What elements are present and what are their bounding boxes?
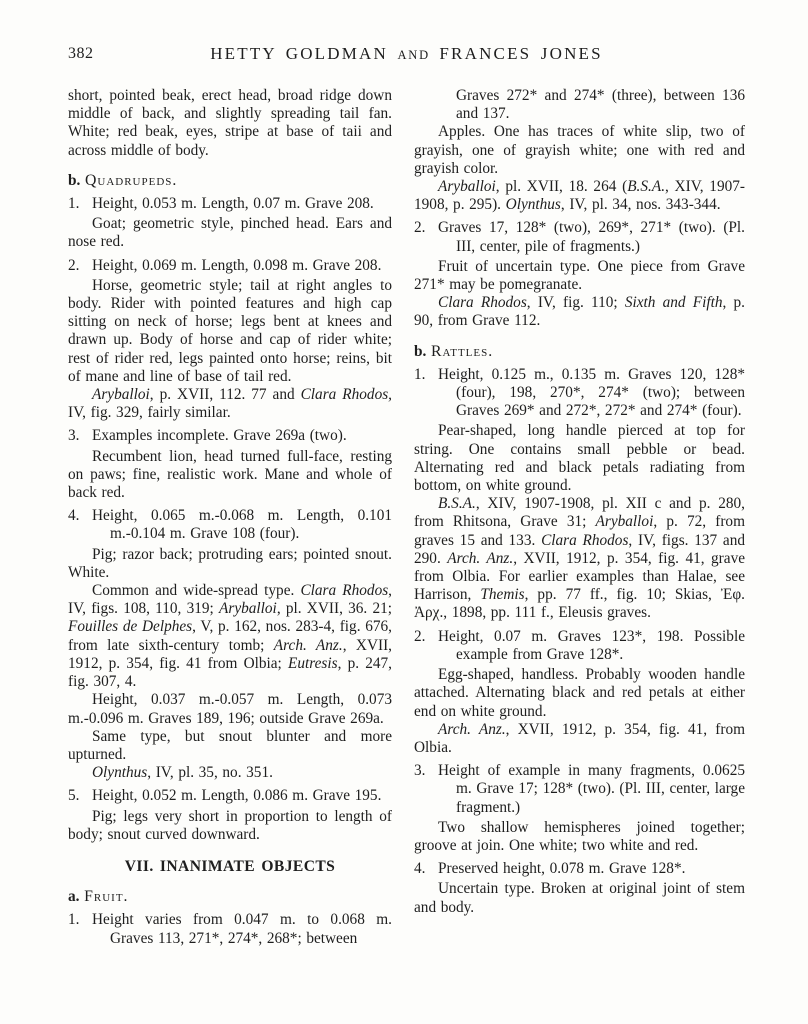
text-run: Pig; razor back; protruding ears; pointed snout. White. <box>68 545 392 581</box>
numbered-item <box>414 762 745 817</box>
subsection-letter: b. <box>414 342 427 360</box>
text-run: , pp. 77 ff., fig. 10; Skias, Ἐφ. Ἀρχ., 1898, pp. 111 f., Eleusis graves. <box>414 586 745 622</box>
paragraph <box>68 808 392 844</box>
subsection-heading <box>414 343 745 361</box>
page-number: 382 <box>68 45 94 62</box>
text-run: , IV, fig. 110; <box>526 294 625 312</box>
italic-citation-text: Arch. Anz. <box>447 549 514 567</box>
item-number: 1. <box>414 365 426 383</box>
italic-citation-text: Olynthus <box>92 764 148 782</box>
text-run: Same type, but snout blunter and more upturned. <box>68 727 392 763</box>
item-number: 2. <box>414 627 426 645</box>
text-run: Height, 0.07 m. Graves 123*, 198. Possible example from Grave 128*. <box>438 627 745 663</box>
italic-citation-text: Clara Rhodos <box>438 294 527 312</box>
italic-citation-text: Olynthus <box>505 196 561 214</box>
text-run: Goat; geometric style, pinched head. Ears and nose red. <box>68 215 392 251</box>
text-run: , IV, pl. 34, nos. 343-344. <box>560 196 721 214</box>
text-run: short, pointed beak, erect head, broad ridge down middle of back, and slightly spreading tail fan. White; red beak, eyes, stripe at base of taii and across middle of body. <box>68 87 392 159</box>
citation-paragraph <box>68 386 392 422</box>
italic-citation-text: Aryballoi <box>92 386 150 404</box>
text-run: Height, 0.069 m. Length, 0.098 m. Grave 208. <box>92 256 382 274</box>
italic-citation-text: Fouilles de Delphes <box>68 618 193 636</box>
item-number: 2. <box>414 219 426 237</box>
italic-citation-text: Clara Rhodos <box>300 582 389 600</box>
text-run: , XIV, 1907-1908, p. 295). <box>414 178 745 214</box>
text-run: Height varies from 0.047 m. to 0.068 m. Graves 113, 271*, 274*, 268*; between <box>92 911 392 947</box>
two-column-body <box>68 87 745 950</box>
text-run: Height, 0.125 m., 0.135 m. Graves 120, 128* (four), 198, 270*, 274* (two); between Graves 269* and 272*, 272* and 274* (four). <box>438 365 745 420</box>
subsection-heading <box>68 888 392 906</box>
text-run: , p. 72, from graves 15 and 133. <box>414 513 745 549</box>
text-run: Examples incomplete. Grave 269a (two). <box>92 427 347 445</box>
item-number: 3. <box>68 427 80 445</box>
citation-paragraph <box>414 294 745 330</box>
numbered-item <box>68 427 392 445</box>
text-run: Uncertain type. Broken at original joint of stem and body. <box>414 880 745 916</box>
text-run: , IV, figs. 108, 110, 319; <box>68 582 392 618</box>
text-run: Common and wide-spread type. <box>92 582 301 600</box>
text-run: Two shallow hemispheres joined together; groove at join. One white; two white and red. <box>414 818 745 854</box>
numbered-item <box>68 507 392 543</box>
item-number: 1. <box>68 195 80 213</box>
citation-paragraph <box>414 721 745 757</box>
column-right <box>414 87 745 950</box>
item-number: 3. <box>414 762 426 780</box>
text-run: Pear-shaped, long handle pierced at top for string. One contains small pebble or bead. Alternating red and black petals radiating from bottom, on white ground. <box>414 422 745 495</box>
italic-citation-text: B.S.A. <box>627 178 666 196</box>
subsection-heading <box>68 172 392 190</box>
italic-citation-text: Aryballoi <box>438 178 496 196</box>
text-run: Graves 272* and 274* (three), between 136 and 137. <box>456 87 745 123</box>
numbered-item <box>414 628 745 664</box>
text-run: Height, 0.065 m.-0.068 m. Length, 0.101 m.-0.104 m. Grave 108 (four). <box>92 507 392 543</box>
subsection-title: Rattles. <box>430 342 494 360</box>
text-run: , XIV, 1907-1908, pl. XII c and p. 280, from Rhitsona, Grave 31; <box>414 495 745 531</box>
author-name-2: FRANCES JONES <box>439 44 603 63</box>
italic-citation-text: Clara Rhodos, <box>300 386 392 404</box>
text-run: Apples. One has traces of white slip, two of grayish, one of grayish white; one with red and grayish color. <box>414 123 745 177</box>
numbered-item <box>68 787 392 805</box>
text-run: Fruit of uncertain type. One piece from Grave 271* may be pomegranate. <box>414 257 745 294</box>
text-run: Preserved height, 0.078 m. Grave 128*. <box>438 860 686 878</box>
italic-citation-text: Aryballoi <box>219 600 277 618</box>
text-run: , pl. XVII, 36. 21; <box>276 600 392 618</box>
item-number: 2. <box>68 256 80 274</box>
continued-item-lines <box>414 87 745 123</box>
text-run: Pig; legs very short in proportion to length of body; snout curved downward. <box>68 807 392 843</box>
paragraph <box>414 123 745 178</box>
paragraph <box>68 215 392 251</box>
italic-citation-text: Themis <box>480 586 525 604</box>
italic-citation-text: Arch. Anz. <box>273 636 343 654</box>
section-heading: VII. INANIMATE OBJECTS <box>124 857 336 875</box>
paragraph <box>68 691 392 727</box>
text-run: , V, p. 162, nos. 283-4, fig. 676, from late sixth-century tomb; <box>68 618 393 654</box>
text-run: , p. 90, from Grave 112. <box>414 294 746 330</box>
paragraph <box>414 819 745 855</box>
numbered-item <box>68 195 392 213</box>
text-run: IV, fig. 329, fairly similar. <box>68 404 231 422</box>
paragraph <box>414 258 745 294</box>
citation-paragraph <box>414 495 745 622</box>
italic-citation-text: B.S.A. <box>438 495 476 513</box>
and-conjunction: AND <box>397 48 430 62</box>
paragraph <box>414 666 745 721</box>
item-number: 5. <box>68 787 80 805</box>
text-run: , IV, pl. 35, no. 351. <box>147 764 273 782</box>
text-run: Horse, geometric style; tail at right angles to body. Rider with pointed features and high cap sitting on neck of horse; legs bent at knees and drawn up. Body of horse and cap of rider white; rest of rider red, legs painted onto horse; reins, bit of mane and line of base of tail red. <box>68 276 392 385</box>
paragraph <box>68 728 392 764</box>
text-run: Height, 0.052 m. Length, 0.086 m. Grave 195. <box>92 787 382 805</box>
paragraph <box>68 546 392 582</box>
citation-paragraph <box>414 178 745 214</box>
italic-citation-text: Aryballoi <box>595 513 654 531</box>
numbered-item <box>414 219 745 255</box>
paragraph <box>68 448 392 503</box>
text-run: , XVII, 1912, p. 354, fig. 41 from Olbia; <box>68 636 393 672</box>
italic-citation-text: Sixth and Fifth <box>624 294 723 312</box>
numbered-item <box>68 911 392 947</box>
italic-citation-text: Eutresis <box>287 654 338 672</box>
page-header <box>68 44 745 66</box>
paragraph <box>68 277 392 386</box>
subsection-letter: a. <box>68 888 80 906</box>
text-run: , XVII, 1912, p. 354, fig. 41, from Olbia. <box>414 720 745 756</box>
text-run: , XVII, 1912, p. 354, fig. 41, grave from Olbia. For earlier examples than Halae, see Harrison, <box>414 549 746 604</box>
text-run: , p. 247, fig. 307, 4. <box>68 654 392 691</box>
italic-citation-text: Arch. Anz. <box>438 720 506 738</box>
column-left <box>68 87 392 950</box>
item-number: 4. <box>414 860 426 878</box>
continued-paragraph <box>68 87 392 160</box>
text-run: , IV, figs. 137 and 290. <box>414 531 746 567</box>
subsection-title: Quadrupeds. <box>84 171 178 189</box>
subsection-letter: b. <box>68 171 81 189</box>
author-name-1: HETTY GOLDMAN <box>210 44 389 63</box>
citation-paragraph <box>68 582 392 691</box>
paragraph <box>414 880 745 916</box>
item-number: 1. <box>68 911 80 929</box>
numbered-item <box>414 366 745 421</box>
citation-paragraph <box>68 764 392 782</box>
text-run: Height, 0.037 m.-0.057 m. Length, 0.073 m.-0.096 m. Graves 189, 196; outside Grave 269a. <box>68 691 392 727</box>
numbered-item <box>414 860 745 878</box>
text-run: Egg-shaped, handless. Probably wooden handle attached. Alternating black and red petals at either end on white ground. <box>414 666 745 720</box>
text-run: Recumbent lion, head turned full-face, resting on paws; fine, realistic work. Mane and whole of back red. <box>68 447 392 502</box>
text-run: , p. XVII, 112. 77 and <box>149 386 301 404</box>
text-run: Graves 17, 128* (two), 269*, 271* (two). (Pl. III, center, pile of fragments.) <box>438 219 745 255</box>
subsection-title: Fruit. <box>84 888 129 906</box>
text-run: , pl. XVII, 18. 264 ( <box>495 178 628 196</box>
running-title <box>68 44 745 64</box>
text-run: Height of example in many fragments, 0.0625 m. Grave 17; 128* (two). (Pl. III, center, large fragment.) <box>438 762 745 816</box>
italic-citation-text: Clara Rhodos <box>541 531 629 549</box>
text-run: Height, 0.053 m. Length, 0.07 m. Grave 208. <box>92 195 374 213</box>
paragraph <box>414 422 745 495</box>
numbered-item <box>68 257 392 275</box>
item-number: 4. <box>68 507 80 525</box>
